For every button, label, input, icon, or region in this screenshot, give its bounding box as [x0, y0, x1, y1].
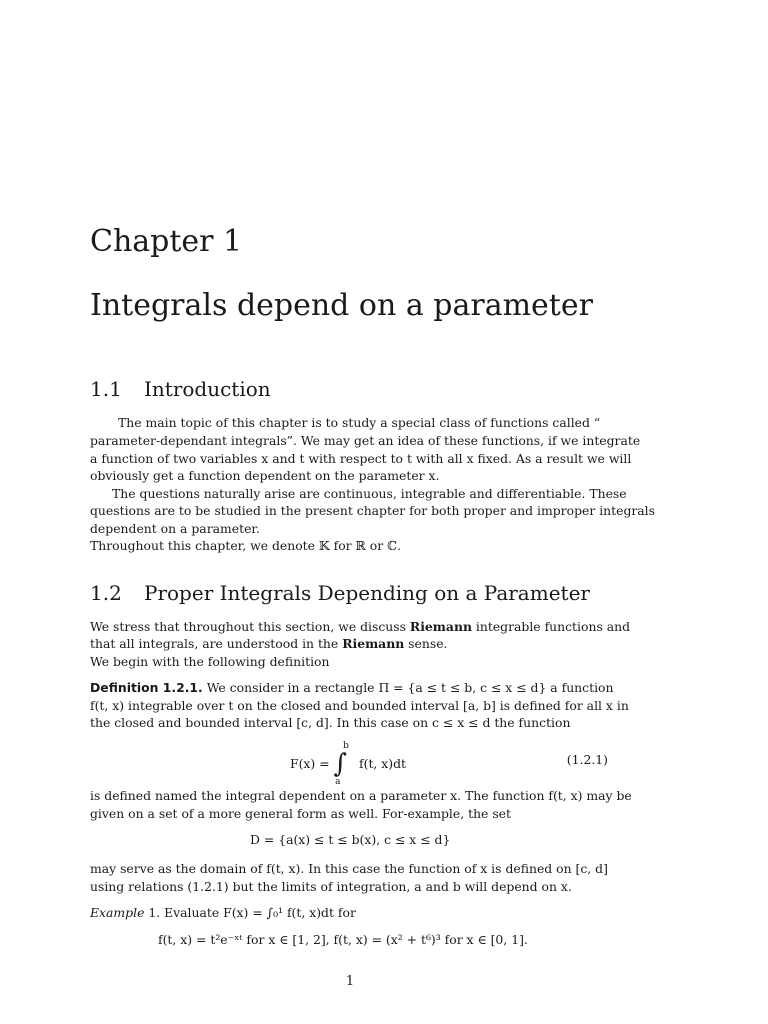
definition-line3: the closed and bounded interval [c, d]. In this case on c ≤ x ≤ d the function — [90, 715, 571, 730]
intro-p1-line2: parameter-dependant integrals”. We may get an idea of these functions, if we integrate — [90, 433, 641, 448]
example-functions: f(t, x) = t²e⁻ˣᵗ for x ∈ [1, 2], f(t, x) = (x² + t⁶)³ for x ∈ [0, 1]. — [158, 932, 528, 947]
definition-head: Definition 1.2.1. — [90, 680, 203, 695]
section-number: 1.1 — [90, 377, 122, 401]
intro-p2-line3: dependent on a parameter. — [90, 521, 260, 536]
text: sense. — [404, 636, 448, 651]
chapter-title: Integrals depend on a parameter — [90, 288, 593, 323]
example-head: Example — [90, 905, 145, 920]
after-eq-line2: given on a set of a more general form as well. For-example, the set — [90, 806, 511, 821]
set-d-equation: D = {a(x) ≤ t ≤ b(x), c ≤ x ≤ d} — [250, 832, 451, 847]
intro-p3: Throughout this chapter, we denote 𝕂 for ℝ or ℂ. — [90, 538, 401, 553]
intro-p1-line3: a function of two variables x and t with respect to t with all x fixed. As a result we will — [90, 451, 632, 466]
section-number: 1.2 — [90, 581, 122, 605]
text: integrable functions and — [471, 619, 631, 634]
section2-line3: We begin with the following definition — [90, 654, 330, 669]
bold-term: Riemann — [409, 619, 472, 634]
intro-p1-line1: The main topic of this chapter is to study a special class of functions called “ — [118, 415, 601, 430]
text: that all integrals, are understood in the — [90, 636, 343, 651]
intro-p2-line2: questions are to be studied in the present chapter for both proper and improper integrals — [90, 503, 656, 518]
section-heading-introduction — [90, 375, 271, 403]
after-set-line1: may serve as the domain of f(t, x). In this case the function of x is defined on [c, d] — [90, 861, 608, 876]
integrand: f(t, x)dt — [359, 756, 407, 771]
definition-line2: f(t, x) integrable over t on the closed and bounded interval [a, b] is defined for all x in — [90, 698, 629, 713]
example-line — [90, 904, 356, 922]
integral-sign: ∫ — [333, 749, 348, 779]
intro-p2-line1: The questions naturally arise are continuous, integrable and differentiable. These — [112, 486, 627, 501]
bold-term: Riemann — [342, 636, 405, 651]
chapter-label: Chapter 1 — [90, 224, 243, 259]
definition-line1 — [90, 679, 613, 697]
equation-lhs: F(x) = — [290, 756, 330, 771]
section2-line1 — [90, 618, 630, 636]
upper-limit: b — [343, 741, 349, 751]
after-set-line2: using relations (1.2.1) but the limits of integration, a and b will depend on x. — [90, 879, 572, 894]
intro-p1-line4: obviously get a function dependent on the parameter x. — [90, 468, 440, 483]
text: We stress that throughout this section, we discuss — [90, 619, 410, 634]
after-eq-line1: is defined named the integral dependent on a parameter x. The function f(t, x) may be — [90, 788, 632, 803]
section2-line2 — [90, 635, 447, 653]
text: We consider in a rectangle Π = {a ≤ t ≤ b, c ≤ x ≤ d} a function — [206, 680, 614, 695]
equation-1-2-1 — [290, 741, 407, 787]
equation-number: (1.2.1) — [566, 752, 608, 767]
section-heading-proper-integrals — [90, 579, 590, 607]
text: 1. Evaluate F(x) = ∫₀¹ f(t, x)dt for — [144, 905, 356, 920]
page-number: 1 — [345, 974, 355, 989]
section-title: Introduction — [144, 377, 271, 401]
section-title: Proper Integrals Depending on a Parameter — [144, 581, 590, 605]
lower-limit: a — [335, 777, 341, 787]
